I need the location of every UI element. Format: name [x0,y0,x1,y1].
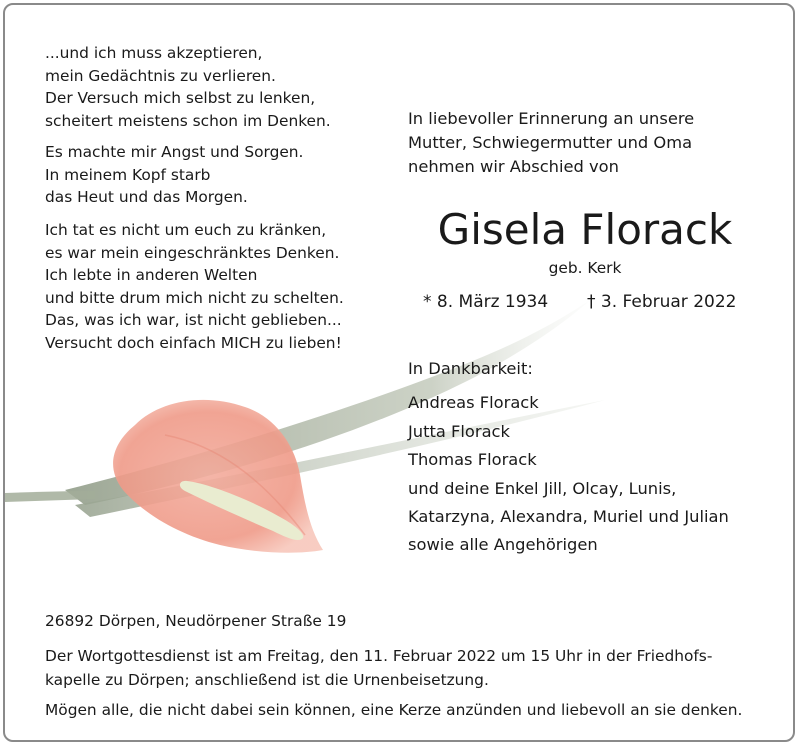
maiden-name: geb. Kerk [548,259,622,277]
poem-line: In meinem Kopf starb [45,165,211,184]
poem-line: Das, was ich war, ist nicht geblieben... [45,311,342,330]
poem-stanza-3 [45,219,344,355]
poem-line: das Heut und das Morgen. [45,188,248,207]
poem-line: Ich lebte in anderen Welten [45,266,258,285]
intro-line: In liebevoller Erinnerung an unsere [408,109,695,128]
mourners-heading: In Dankbarkeit: [408,359,533,378]
address-line: 26892 Dörpen, Neudörpener Straße 19 [45,612,347,630]
mourner-line: Jutta Florack [408,421,510,441]
service-information [45,644,742,722]
poem-line: und bitte drum mich nicht zu schelten. [45,288,344,307]
poem-line: es war mein eingeschränktes Denken. [45,243,340,262]
mourner-line: Thomas Florack [408,450,537,470]
deceased-name: Gisela Florack [437,205,733,254]
poem-stanza-1 [45,42,331,132]
remembrance-intro [408,107,694,178]
intro-line: Mutter, Schwiegermutter und Oma [408,132,693,152]
birth-date: * 8. März 1934 [423,292,549,312]
obituary-card [3,3,795,742]
mourner-line: sowie alle Angehörigen [408,535,598,555]
mourner-line: und deine Enkel Jill, Olcay, Lunis, [408,478,677,498]
poem-line: mein Gedächtnis zu verlieren. [45,66,276,85]
service-line: Der Wortgottesdienst ist am Freitag, den 11. Februar 2022 um 15 Uhr in der Friedhofs- [45,647,713,665]
poem-line: Der Versuch mich selbst zu lenken, [45,89,316,108]
service-line: kapelle zu Dörpen; anschließend ist die Urnenbeisetzung. [45,671,489,689]
mourner-line: Katarzyna, Alexandra, Muriel und Julian [408,507,729,527]
poem-line: ...und ich muss akzeptieren, [45,44,263,62]
death-date: † 3. Februar 2022 [587,292,737,312]
poem-line: scheitert meistens schon im Denken. [45,111,331,130]
mourner-line: Andreas Florack [408,393,539,413]
mourners-list [408,355,729,560]
poem-stanza-2 [45,141,303,209]
closing-line: Mögen alle, die nicht dabei sein können, eine Kerze anzünden und liebevoll an sie denken. [45,701,743,719]
poem-line: Ich tat es nicht um euch zu kränken, [45,221,327,239]
intro-line: nehmen wir Abschied von [408,156,619,176]
poem-line: Es machte mir Angst und Sorgen. [45,143,304,161]
poem-line: Versucht doch einfach MICH zu lieben! [45,333,342,352]
